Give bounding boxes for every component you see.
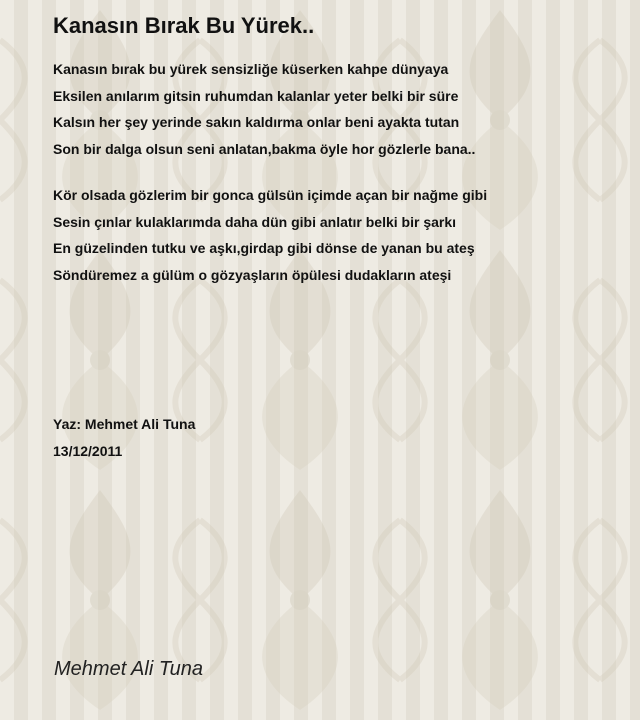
stanza-2 xyxy=(53,182,623,288)
poem-date: 13/12/2011 xyxy=(53,443,123,459)
poem-line: Sesin çınlar kulaklarımda daha dün gibi anlatır belki bir şarkı xyxy=(53,213,457,230)
poem-title: Kanasın Bırak Bu Yürek.. xyxy=(53,13,315,38)
poem-line: Kalsın her şey yerinde sakın kaldırma onlar beni ayakta tutan xyxy=(53,114,460,130)
author-line: Yaz: Mehmet Ali Tuna xyxy=(53,416,196,432)
poem-line: Eksilen anılarım gitsin ruhumdan kalanlar yeter belki bir süre xyxy=(53,87,459,104)
poem-line: Son bir dalga olsun seni anlatan,bakma öyle hor gözlerle bana.. xyxy=(53,140,476,157)
poem-line: Kanasın bırak bu yürek sensizliğe küserken kahpe dünyaya xyxy=(53,61,449,77)
poem-container xyxy=(53,10,623,308)
poem-meta xyxy=(53,411,195,465)
poem-line: En güzelinden tutku ve aşkı,girdap gibi dönse de yanan bu ateş xyxy=(53,240,475,256)
poem-line: Kör olsada gözlerim bir gonca gülsün içimde açan bir nağme gibi xyxy=(53,187,488,203)
poem-line: Söndüremez a gülüm o gözyaşların öpülesi dudakların ateşi xyxy=(53,266,452,283)
author-signature: Mehmet Ali Tuna xyxy=(54,658,203,680)
stanza-1 xyxy=(53,56,623,162)
